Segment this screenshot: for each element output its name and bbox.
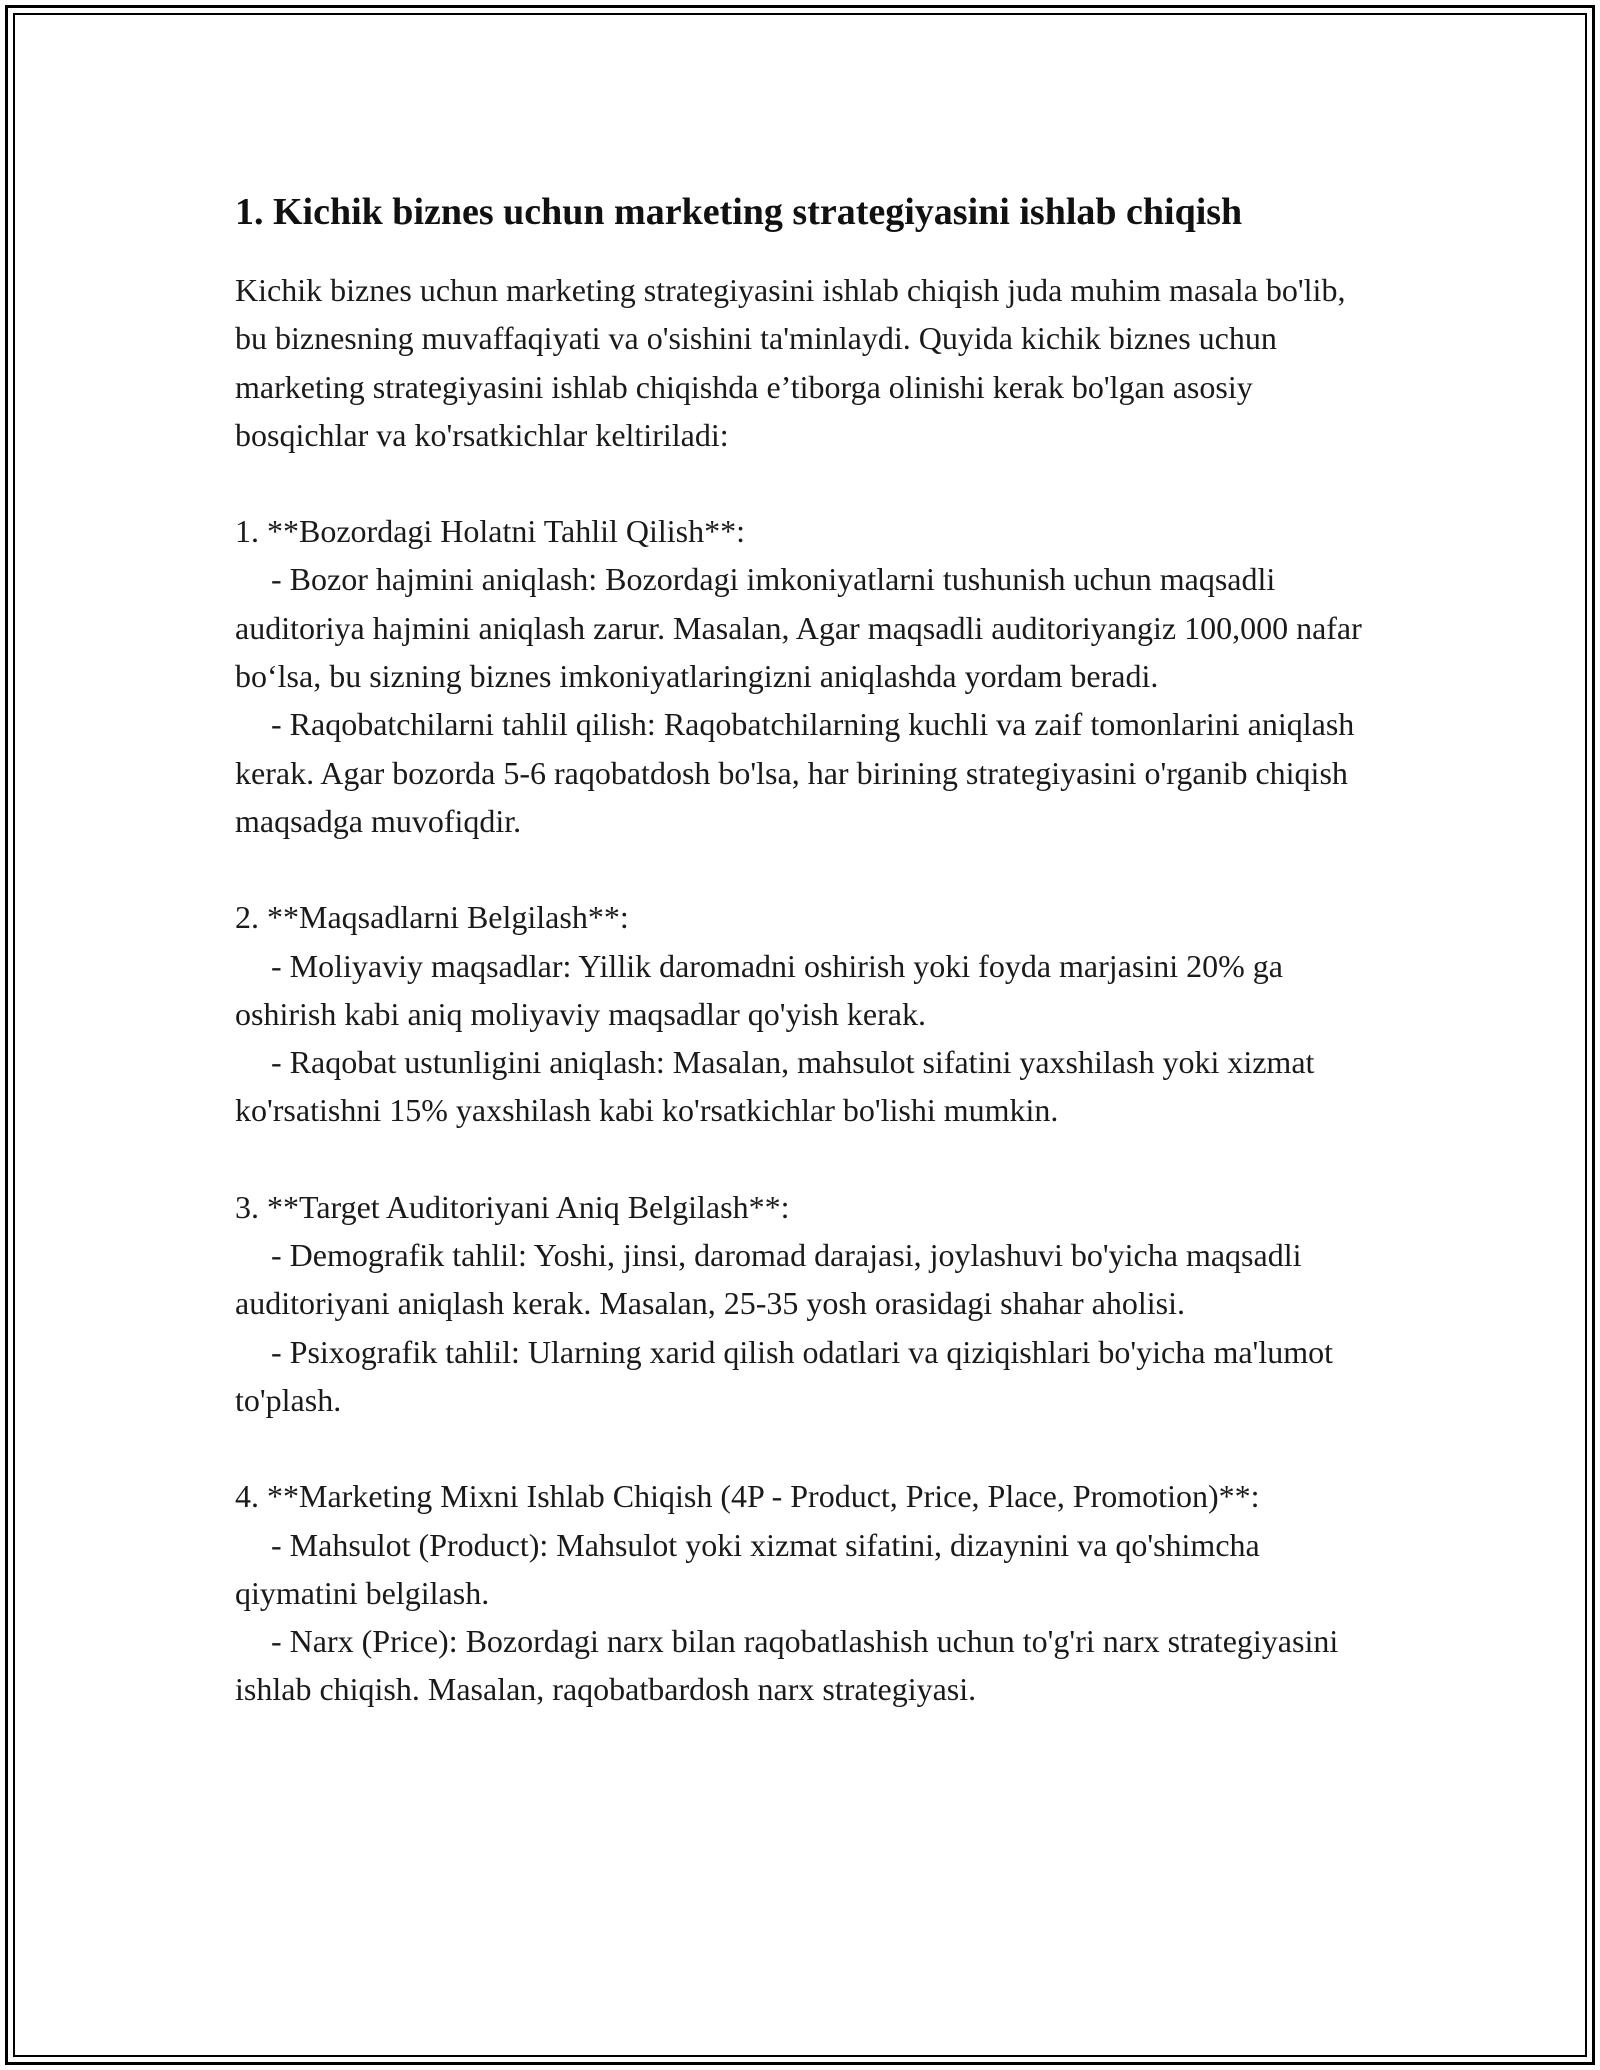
section-heading: 2. **Maqsadlarni Belgilash**: [235,899,629,936]
bullet-item: - Moliyaviy maqsadlar: Yillik daromadni oshirish yoki foyda marjasini 20% ga oshirish kabi aniq moliyaviy maqsadlar qo'yish kerak. [235,947,1283,1032]
section-market-analysis [235,507,1375,845]
section-marketing-mix [235,1472,1375,1713]
document-title: 1. Kichik biznes uchun marketing strategiyasini ishlab chiqish [235,191,1243,233]
bullet-item: - Mahsulot (Product): Mahsulot yoki xizmat sifatini, dizaynini va qo'shimcha qiymatini belgilash. [235,1526,1260,1611]
document-body [235,186,1375,1762]
section-heading: 4. **Marketing Mixni Ishlab Chiqish (4P - Product, Price, Place, Promotion)**: [235,1478,1260,1515]
section-heading: 3. **Target Auditoriyani Aniq Belgilash**: [235,1188,790,1225]
section-goals [235,893,1375,1134]
bullet-item: - Raqobat ustunligini aniqlash: Masalan, mahsulot sifatini yaxshilash yoki xizmat ko'rsatishni 15% yaxshilash kabi ko'rsatkichlar bo'lishi mumkin. [235,1044,1315,1129]
bullet-item: - Psixografik tahlil: Ularning xarid qilish odatlari va qiziqishlari bo'yicha ma'lumot to'plash. [235,1333,1333,1418]
bullet-item: - Narx (Price): Bozordagi narx bilan raqobatlashish uchun to'g'ri narx strategiyasini ishlab chiqish. Masalan, raqobatbardosh narx strategiyasi. [235,1623,1339,1708]
bullet-item: - Bozor hajmini aniqlash: Bozordagi imkoniyatlarni tushunish uchun maqsadli auditoriya hajmini aniqlash zarur. Masalan, Agar maqsadli auditoriyangiz 100,000 nafar bo‘lsa, bu sizning biznes imkoniyatlaringizni aniqlashda yordam beradi. [235,561,1362,695]
section-heading: 1. **Bozordagi Holatni Tahlil Qilish**: [235,513,746,550]
bullet-item: - Raqobatchilarni tahlil qilish: Raqobatchilarning kuchli va zaif tomonlarini aniqlash kerak. Agar bozorda 5-6 raqobatdosh bo'lsa, har birining strategiyasini o'rganib chiqish maqsadga muvofiqdir. [235,706,1355,839]
bullet-item: - Demografik tahlil: Yoshi, jinsi, daromad darajasi, joylashuvi bo'yicha maqsadli auditoriyani aniqlash kerak. Masalan, 25-35 yosh orasidagi shahar aholisi. [235,1237,1302,1322]
intro-paragraph: Kichik biznes uchun marketing strategiyasini ishlab chiqish juda muhim masala bo'lib, bu biznesning muvaffaqiyati va o'sishini ta'minlaydi. Quyida kichik biznes uchun marketing strategiyasini ishlab chiqishda e’tiborga olinishi kerak bo'lgan asosiy bosqichlar va ko'rsatkichlar keltiriladi: [235,272,1346,453]
section-target-audience [235,1183,1375,1424]
